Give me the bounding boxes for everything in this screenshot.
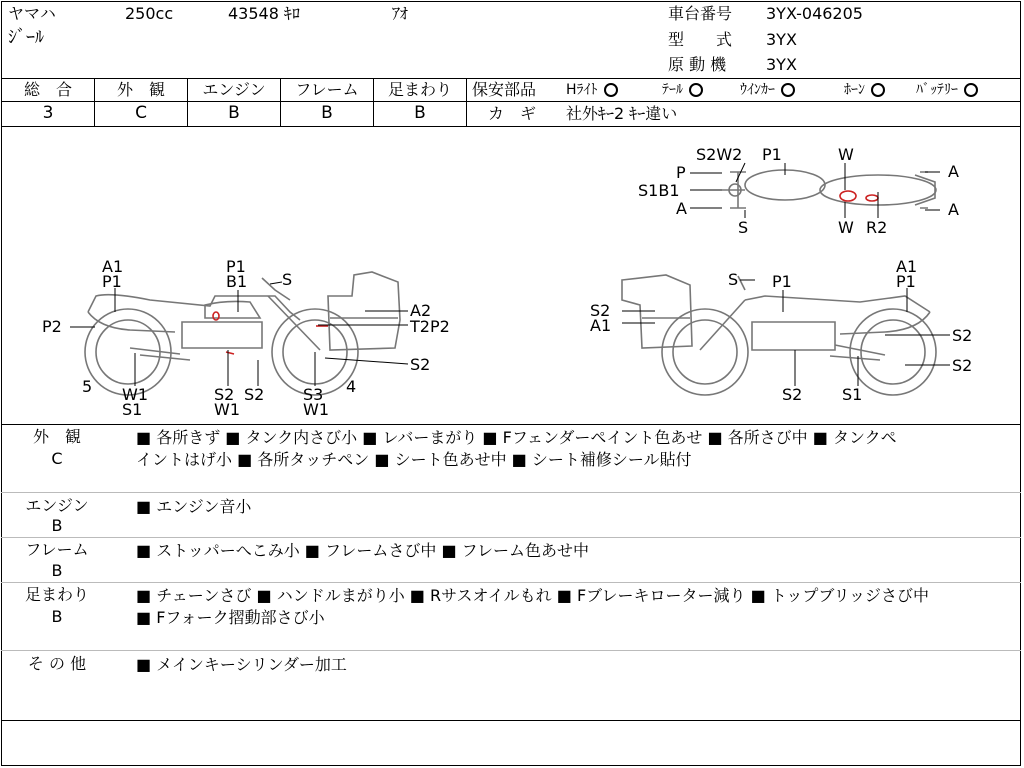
maker: ヤマハ [8,4,56,23]
remark-label-suspension: 足まわり [24,585,89,604]
grade-label-overall: 総 合 [23,80,72,99]
grade-label-exterior: 外 観 [116,80,165,99]
diagram-label: S1 [842,385,863,404]
remark-grade-suspension: B [51,607,63,626]
remark-label-exterior: 外 観 [32,427,81,446]
grade-value-suspension: B [414,103,426,123]
remark-label-engine: エンジン [25,496,89,515]
diagram-label: S2 [410,355,431,374]
safety-item-winker: ｳｲﾝｶｰ [740,80,795,100]
diagram-label: S [728,270,739,289]
diagram-label: P1 [226,257,246,276]
diagram-label: 5 [82,377,93,396]
diagram-label: S2 [782,385,803,404]
divider [1,424,1021,425]
grade-value-overall: 3 [42,103,54,123]
divider [1,720,1021,721]
remark-text-suspension: ■ Fフォーク摺動部さび小 [136,608,325,627]
diagram-label: P1 [762,145,782,164]
engine-value: 3YX [766,55,797,74]
color: ｱｵ [392,4,409,23]
remark-grade-frame: B [51,561,63,580]
remark-text-suspension: ■ チェーンさび ■ ハンドルまがり小 ■ Rサスオイルもれ ■ Fブレーキローター減り ■ トップブリッジさび中 [136,586,930,605]
grade-value-frame: B [321,103,333,123]
diagram-label: S [282,270,293,289]
diagram-label: P1 [896,272,916,291]
diagram-label: S2 [590,301,611,320]
diagram-label: A1 [590,316,612,335]
key-label: カ ギ [488,104,537,123]
safety-item-battery: ﾊﾞｯﾃﾘｰ [916,80,978,100]
diagram-label: S2 [952,356,973,375]
diagram-label: P1 [772,272,792,291]
model-name: ｼﾞｰﾙ [8,27,44,48]
type-label: 型 式 [668,30,733,49]
diagram-label: S3 [303,385,324,404]
frame-no: 3YX-046205 [766,4,863,23]
diagram-label: W1 [303,400,329,419]
diagram-label: S2W2 [696,145,743,164]
safety-title: 保安部品 [472,80,537,99]
grade-value-engine: B [228,103,240,123]
diagram-label: T2P2 [410,317,450,336]
diagram-label: A1 [896,257,918,276]
diagram-label: A [948,162,959,181]
diagram-label: 4 [346,377,357,396]
grade-label-suspension: 足まわり [387,80,452,99]
remark-label-other: そ の 他 [27,654,87,673]
remark-label-frame: フレーム [25,540,89,559]
safety-item-horn: ﾎｰﾝ [844,80,885,100]
diagram-label: B1 [226,272,248,291]
safety-item-headlight: Hﾗｲﾄ [566,80,618,100]
diagram-label: S1B1 [638,181,680,200]
divider [1,582,1021,583]
diagram-label: P2 [42,317,62,336]
remark-text-frame: ■ ストッパーへこみ小 ■ フレームさび中 ■ フレーム色あせ中 [136,541,590,560]
divider [1,537,1021,538]
remark-text-exterior: イントはげ小 ■ 各所タッチペン ■ シート色あせ中 ■ シート補修シール貼付 [136,450,692,469]
grade-label-engine: エンジン [202,80,266,99]
diagram-label: A [676,199,687,218]
diagram-label: W [838,218,854,237]
engine-label: 原 動 機 [668,55,727,74]
diagram-label: W1 [214,400,240,419]
frame-no-label: 車台番号 [668,4,733,23]
remark-text-exterior: ■ 各所きず ■ タンク内さび小 ■ レバーまがり ■ Fフェンダーペイント色あせ ■ 各所さび中 ■ タンクペ [136,428,897,447]
grade-label-frame: フレーム [295,80,359,99]
diagram-label: A [948,200,959,219]
diagram-label: R2 [866,218,888,237]
remark-text-engine: ■ エンジン音小 [136,497,252,516]
remark-text-other: ■ メインキーシリンダー加工 [136,655,347,674]
diagram-label: P [676,163,686,182]
type-value: 3YX [766,30,797,49]
top-view-outline [722,170,936,208]
leader-lines [70,163,950,386]
divider [1,492,1021,493]
grade-value-exterior: C [135,103,147,123]
safety-item-tail: ﾃｰﾙ [662,80,703,100]
diagram-label: S2 [952,326,973,345]
diagram-label: W1 [122,385,148,404]
diagram-label: A1 [102,257,124,276]
diagram-label: S2 [214,385,235,404]
diagram-label: A2 [410,301,432,320]
key-value: 社外ｷｰ2 ｷｰ違い [566,104,678,123]
displacement: 250cc [125,4,174,23]
diagram-label: S1 [122,400,143,419]
diagram-label: S [738,218,749,237]
remark-grade-exterior: C [51,449,63,468]
diagram-label: S2 [244,385,265,404]
remark-grade-engine: B [51,516,63,535]
divider [1,650,1021,651]
mileage: 43548 ｷﾛ [228,4,300,23]
diagram-label: W [838,145,854,164]
diagram-label: P1 [102,272,122,291]
